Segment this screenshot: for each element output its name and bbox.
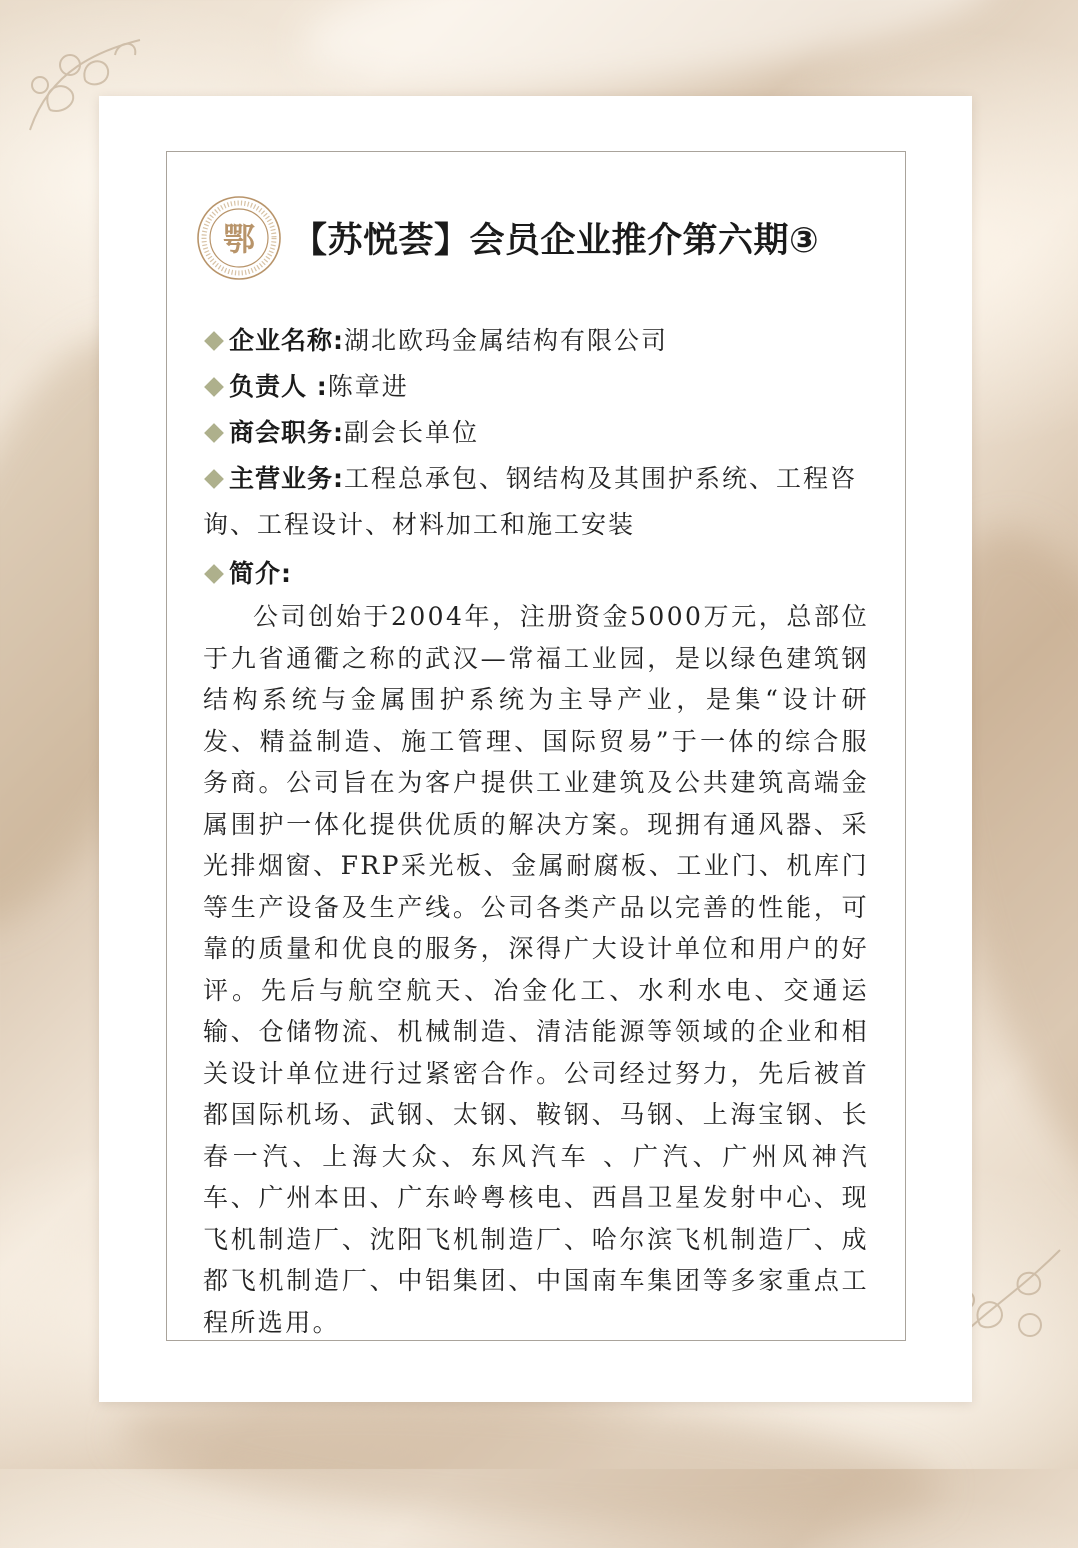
intro-heading xyxy=(203,554,292,594)
diamond-bullet-icon xyxy=(204,423,224,443)
field-value: 湖北欧玛金属结构有限公司 xyxy=(344,326,669,355)
field-value: 陈章进 xyxy=(327,372,409,401)
intro-label: 简介: xyxy=(229,559,292,588)
diamond-bullet-icon xyxy=(204,564,224,584)
logo-glyph: 鄂 xyxy=(222,220,256,258)
diamond-bullet-icon xyxy=(204,377,224,397)
field-label: 负责人 : xyxy=(229,372,328,401)
company-fields xyxy=(203,318,883,548)
header xyxy=(196,193,819,283)
field-chamber-position xyxy=(203,410,883,456)
field-label: 主营业务: xyxy=(229,464,344,493)
field-company-name xyxy=(203,318,883,364)
diamond-bullet-icon xyxy=(204,469,224,489)
diamond-bullet-icon xyxy=(204,331,224,351)
field-main-business xyxy=(203,456,883,548)
field-value: 工程总承包、钢结构及其围护系统、工程咨询、工程设计、材料加工和施工安装 xyxy=(203,464,858,539)
page-title: 【苏悦荟】会员企业推介第六期③ xyxy=(292,221,820,261)
chamber-of-commerce-logo-icon xyxy=(196,195,282,281)
intro-paragraph: 公司创始于2004年，注册资金5000万元，总部位于九省通衢之称的武汉—常福工业园，是以绿色建筑钢结构系统与金属围护系统为主导产业，是集“设计研发、精益制造、施工管理、国际贸易”于一体的综合服务商。公司旨在为客户提供工业建筑及公共建筑高端金属围护一体化提供优质的解决方案。现拥有通风器、采光排烟窗、FRP采光板、金属耐腐板、工业门、机库门等生产设备及生产线。公司各类产品以完善的性能，可靠的质量和优良的服务，深得广大设计单位和用户的好评。先后与航空航天、冶金化工、水利水电、交通运输、仓储物流、机械制造、清洁能源等领域的企业和相关设计单位进行过紧密合作。公司经过努力，先后被首都国际机场、武钢、太钢、鞍钢、马钢、上海宝钢、长春一汽、上海大众、东风汽车 、广汽、广州风神汽车、广州本田、广东岭粤核电、西昌卫星发射中心、现飞机制造厂、沈阳飞机制造厂、哈尔滨飞机制造厂、成都飞机制造厂、中铝集团、中国南车集团等多家重点工程所选用。 xyxy=(203,602,869,1337)
field-label: 企业名称: xyxy=(229,326,344,355)
content-card xyxy=(99,96,972,1402)
field-value: 副会长单位 xyxy=(344,418,480,447)
field-person-in-charge xyxy=(203,364,883,410)
field-label: 商会职务: xyxy=(229,418,344,447)
